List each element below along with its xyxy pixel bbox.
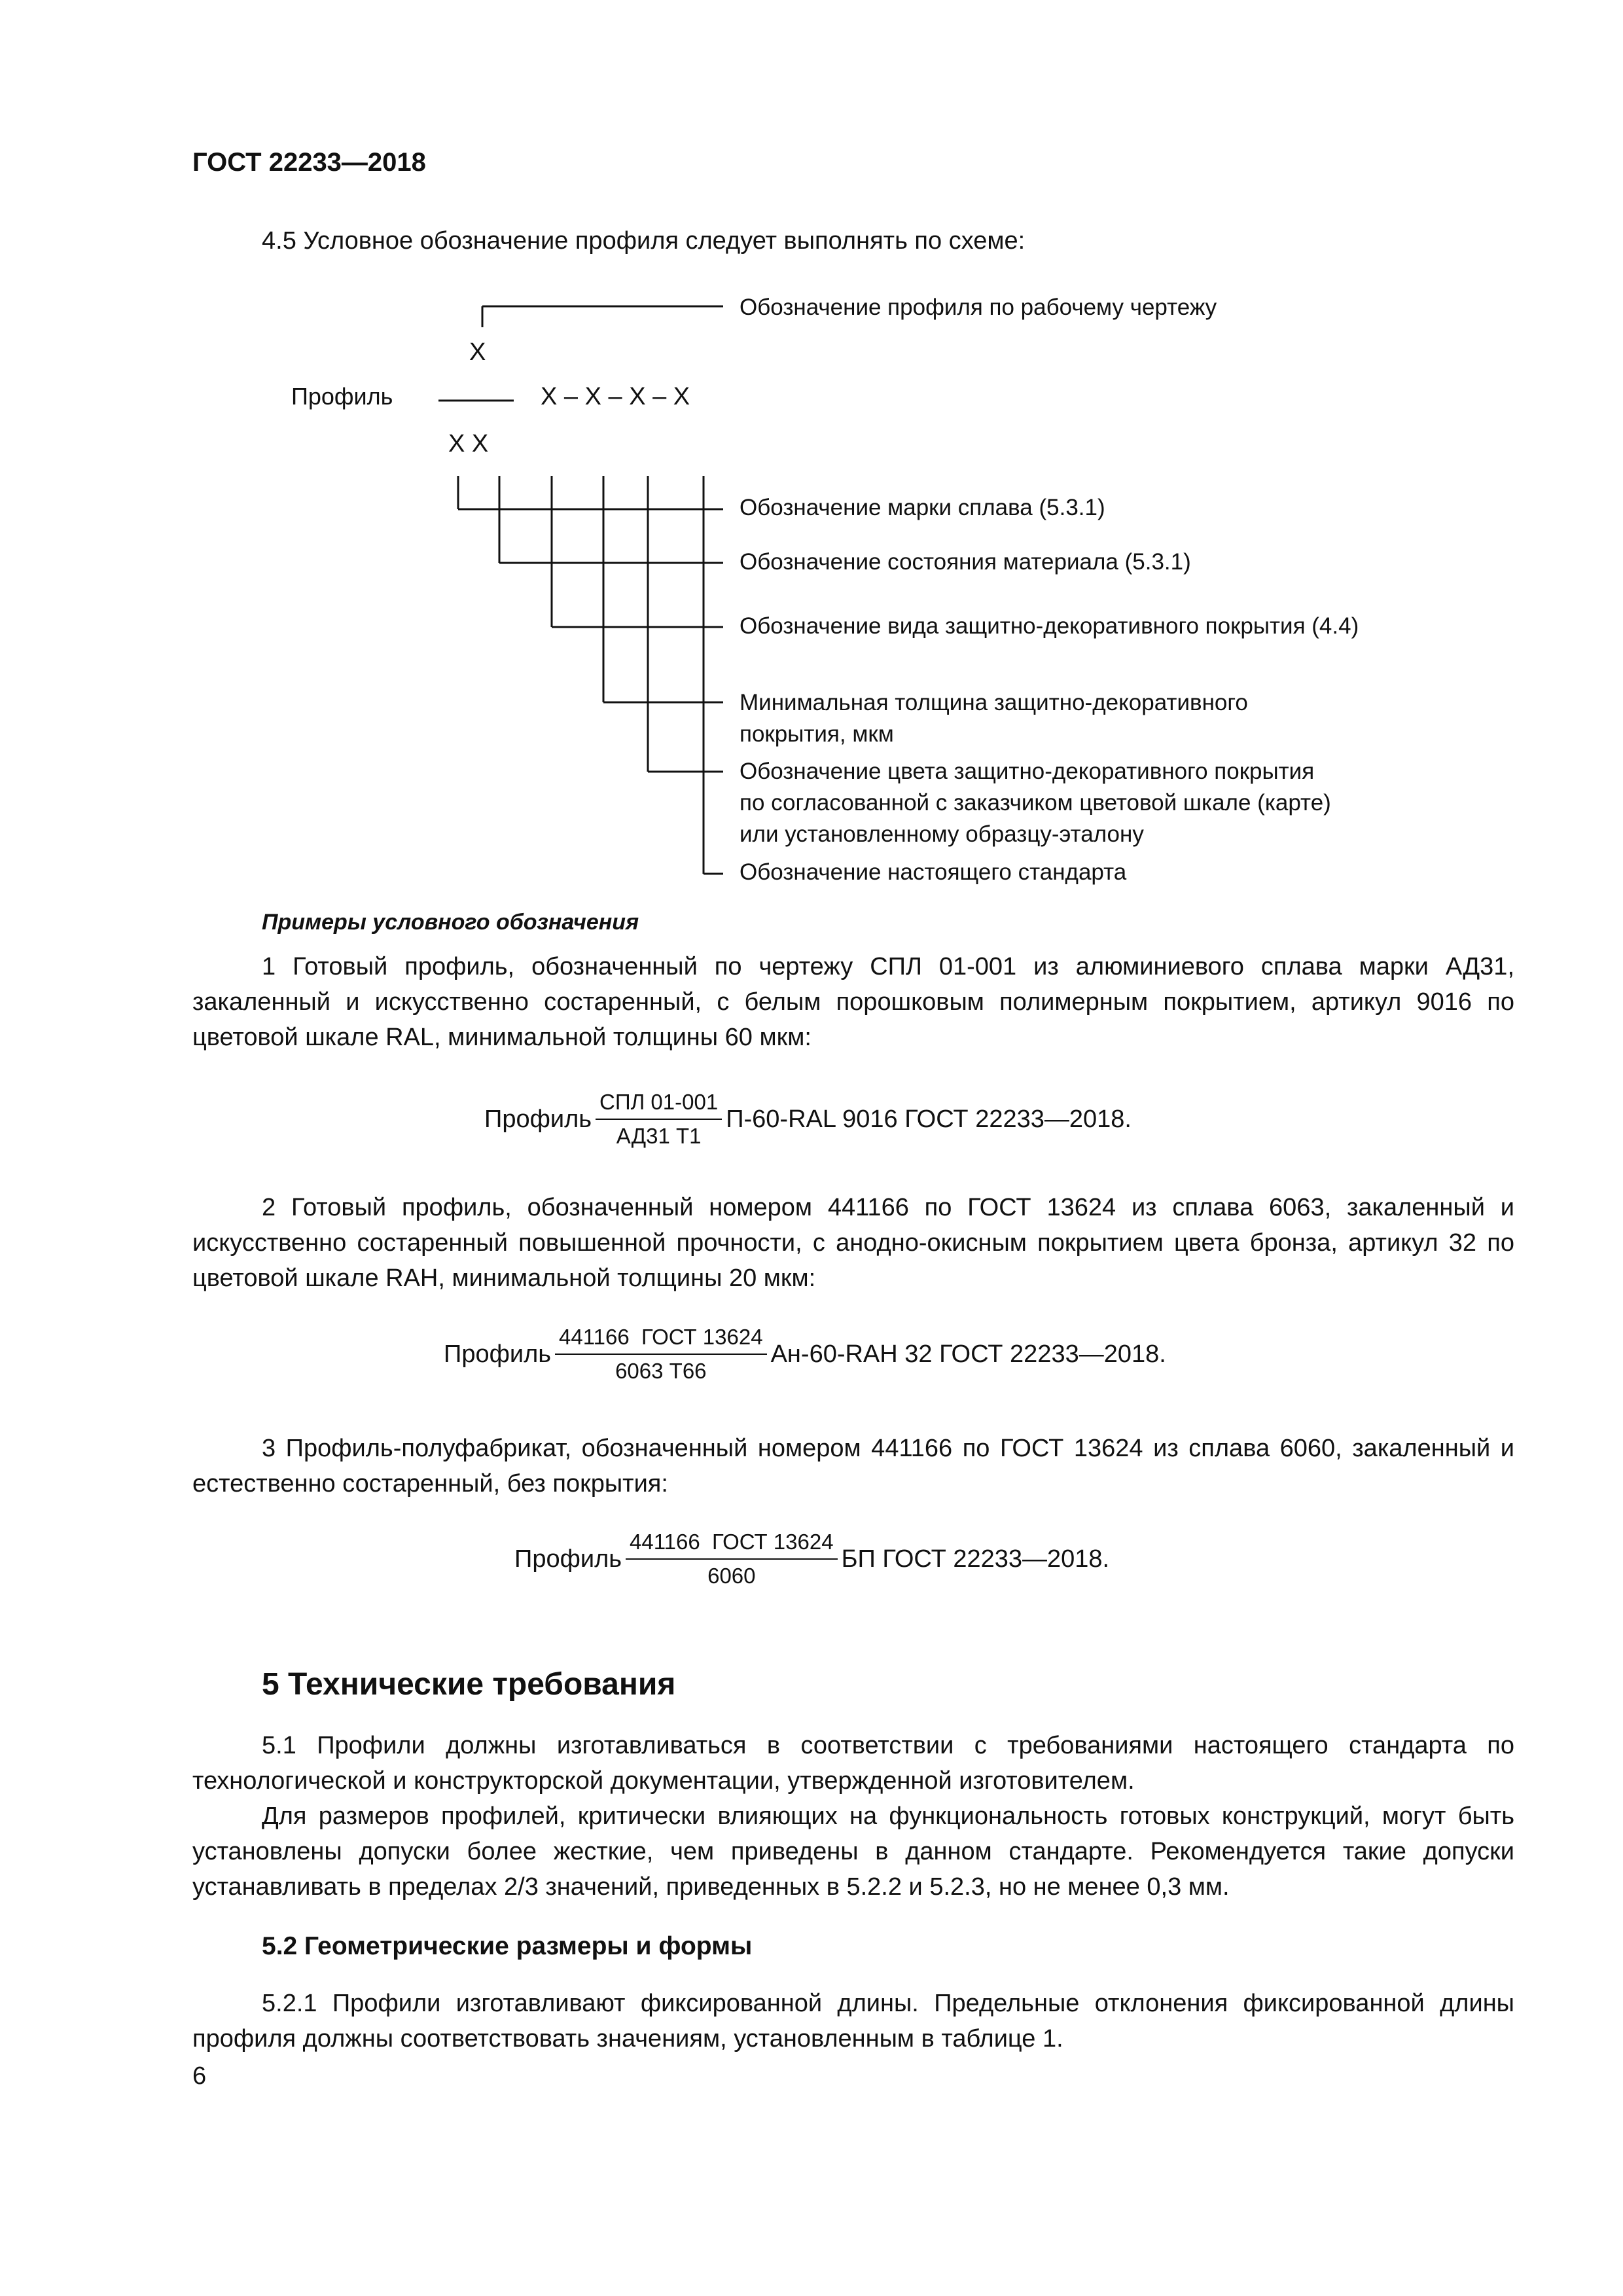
scheme-top-x: X [469,338,486,366]
example-2-text: 2 Готовый профиль, обозначенный номером 441166 по ГОСТ 13624 из сплава 6063, закаленный и искусственно состаренный повышенной прочности, с анодно-окисным покрытием цвета бронза, артикул 32 по цветовой шкале RAH, минимальной толщины 20 мкм: [192,1194,1514,1292]
example-3-formula [514,1530,1109,1588]
label-color-line2: по согласованной с заказчиком цветовой шкале (карте) [740,790,1331,816]
page-number: 6 [192,2062,207,2090]
example-2-formula [444,1325,1166,1384]
scheme-bottom-x: X X [448,430,489,457]
formula-suffix: П-60-RAL 9016 ГОСТ 22233—2018. [726,1105,1132,1133]
formula-prefix: Профиль [484,1105,592,1133]
clause-4-5-intro: 4.5 Условное обозначение профиля следует выполнять по схеме: [262,227,1026,255]
label-standard: Обозначение настоящего стандарта [740,859,1127,885]
formula-numerator: 441166 ГОСТ 13624 [626,1530,838,1560]
section-5-1-paragraph: 5.1 Профили должны изготавливаться в соответствии с требованиями настоящего стандарта по технологической и конструкторской документации, утвержденной изготовителем. [192,1732,1514,1795]
formula-denominator: АД31 Т1 [616,1124,702,1148]
formula-suffix: БП ГОСТ 22233—2018. [841,1545,1110,1573]
label-drawing-designation: Обозначение профиля по рабочему чертежу [740,295,1217,320]
section-5-2-1-paragraph: 5.2.1 Профили изготавливают фиксированной длины. Предельные отклонения фиксированной длины профиля должны соответствовать значениям, установленным в таблице 1. [192,1990,1514,2053]
formula-suffix: Ан-60-RAH 32 ГОСТ 22233—2018. [770,1340,1166,1368]
formula-denominator: 6060 [707,1564,756,1588]
example-1-formula [484,1090,1132,1149]
formula-fraction [626,1530,838,1588]
document-code-header: ГОСТ 22233—2018 [192,148,426,177]
formula-fraction [555,1325,767,1384]
label-state: Обозначение состояния материала (5.3.1) [740,549,1191,575]
section-5-title: 5 Технические требования [262,1667,676,1702]
label-thickness-line2: покрытия, мкм [740,721,894,747]
formula-denominator: 6063 Т66 [615,1359,707,1383]
formula-prefix: Профиль [444,1340,552,1368]
example-3-text: 3 Профиль-полуфабрикат, обозначенный номером 441166 по ГОСТ 13624 из сплава 6060, закаленный и естественно состаренный, без покрытия: [192,1435,1514,1498]
scheme-profile-word: Профиль [291,383,393,410]
formula-fraction [596,1090,722,1149]
label-alloy: Обозначение марки сплава (5.3.1) [740,495,1105,520]
label-coating-type: Обозначение вида защитно-декоративного покрытия (4.4) [740,613,1359,639]
label-color-line1: Обозначение цвета защитно-декоративного покрытия [740,759,1315,784]
label-thickness-line1: Минимальная толщина защитно-декоративного [740,690,1248,715]
formula-prefix: Профиль [514,1545,622,1573]
examples-title: Примеры условного обозначения [262,910,639,935]
scheme-chain: X – X – X – X [541,383,690,410]
formula-numerator: 441166 ГОСТ 13624 [555,1325,767,1355]
label-color-line3: или установленному образцу-эталону [740,821,1144,847]
example-1-text: 1 Готовый профиль, обозначенный по чертежу СПЛ 01-001 из алюминиевого сплава марки АД31, закаленный и искусственно состаренный, с белым порошковым полимерным покрытием, артикул 9016 по цветовой шкале RAL, минимальной толщины 60 мкм: [192,953,1514,1051]
section-5-2-title: 5.2 Геометрические размеры и формы [262,1932,753,1960]
formula-numerator: СПЛ 01-001 [596,1090,722,1120]
section-5-1-tolerance-paragraph: Для размеров профилей, критически влияющих на функциональность готовых конструкций, могут быть установлены допуски более жесткие, чем приведены в данном стандарте. Рекомендуется такие допуски устанавливать в пределах 2/3 значений, приведенных в 5.2.2 и 5.2.3, но не менее 0,3 мм. [192,1803,1514,1901]
